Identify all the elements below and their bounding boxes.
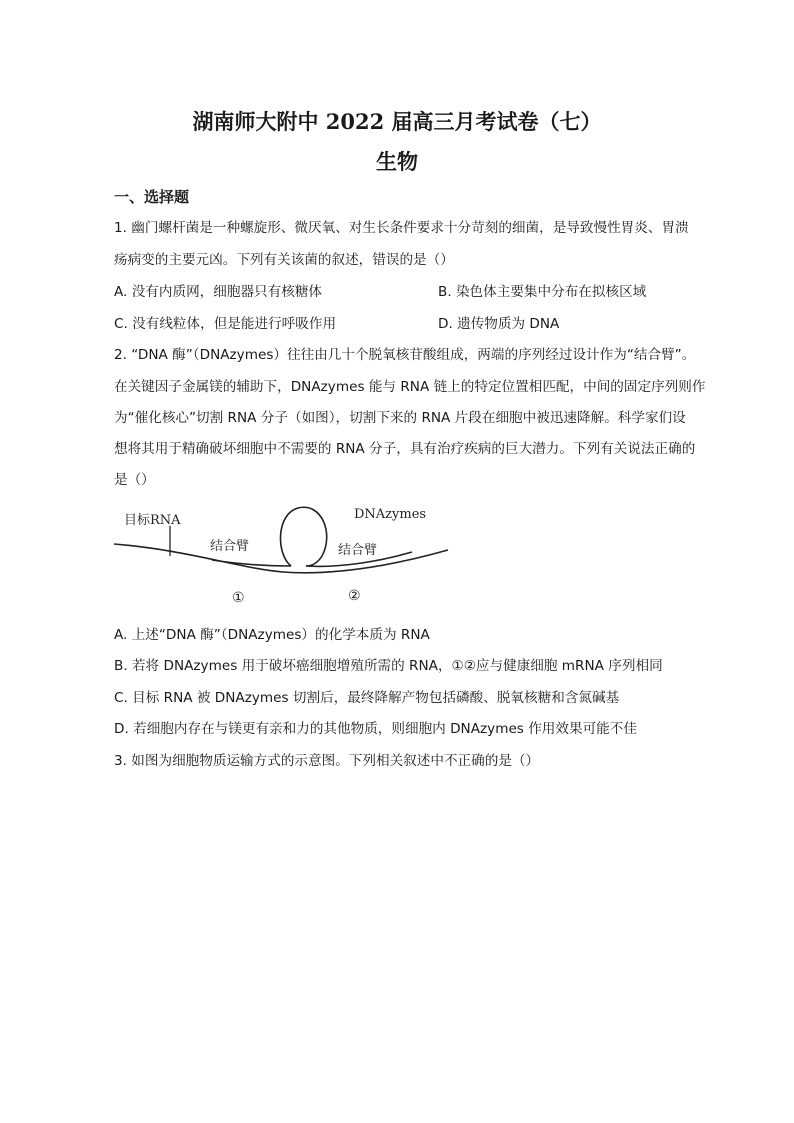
question-2-line-4: 想将其用于精确破坏细胞中不需要的 RNA 分子，具有治疗疾病的巨大潜力。下列有关说法正确的: [114, 441, 696, 457]
dnazymes-label: DNAzymes: [354, 507, 427, 522]
question-2-option-c: C. 目标 RNA 被 DNAzymes 切割后，最终降解产物包括磷酸、脱氧核糖和含氮碱基: [114, 690, 620, 706]
question-2-line-2: 在关键因子金属镁的辅助下，DNAzymes 能与 RNA 链上的特定位置相匹配，中间的固定序列则作: [114, 379, 706, 395]
question-1-line-2: 疡病变的主要元凶。下列有关该菌的叙述，错误的是（）: [114, 252, 454, 268]
marker-2: ②: [348, 588, 361, 604]
question-3-line: 3. 如图为细胞物质运输方式的示意图。下列相关叙述中不正确的是（）: [114, 753, 540, 769]
page-title: 湖南师大附中 2022 届高三月考试卷（七）: [192, 109, 602, 134]
question-1-option-a: A. 没有内质网，细胞器只有核糖体: [114, 284, 323, 300]
subject-title: 生物: [376, 149, 418, 174]
dnazymes-diagram: [108, 498, 458, 610]
left-binding-arm: [212, 560, 291, 566]
target-rna-label: 目标RNA: [124, 513, 181, 528]
question-1-option-d: D. 遗传物质为 DNA: [438, 316, 560, 332]
question-2-line-5: 是（）: [114, 472, 155, 488]
question-2-line-3: 为“催化核心”切割 RNA 分子（如图），切割下来的 RNA 片段在细胞中被迅速降解。科学家们设: [114, 410, 686, 426]
question-2-option-b: B. 若将 DNAzymes 用于破坏癌细胞增殖所需的 RNA，①②应与健康细胞 mRNA 序列相同: [114, 658, 663, 674]
question-1-line-1: 1. 幽门螺杆菌是一种螺旋形、微厌氧、对生长条件要求十分苛刻的细菌，是导致慢性胃炎、胃溃: [114, 220, 689, 236]
question-2-option-d: D. 若细胞内存在与镁更有亲和力的其他物质，则细胞内 DNAzymes 作用效果可能不佳: [114, 721, 637, 737]
section-heading: 一、选择题: [114, 188, 190, 206]
right-arm-label: 结合臂: [338, 543, 378, 558]
question-2-line-1: 2. “DNA 酶”（DNAzymes）往往由几十个脱氧核苷酸组成，两端的序列经过设计作为“结合臂”。: [114, 347, 696, 363]
question-1-option-b: B. 染色体主要集中分布在拟核区域: [438, 284, 647, 300]
question-1-option-c: C. 没有线粒体，但是能进行呼吸作用: [114, 316, 337, 332]
left-arm-label: 结合臂: [210, 539, 250, 554]
catalytic-core-loop: [281, 507, 327, 566]
marker-1: ①: [232, 590, 245, 606]
question-2-option-a: A. 上述“DNA 酶”（DNAzymes）的化学本质为 RNA: [114, 627, 430, 643]
